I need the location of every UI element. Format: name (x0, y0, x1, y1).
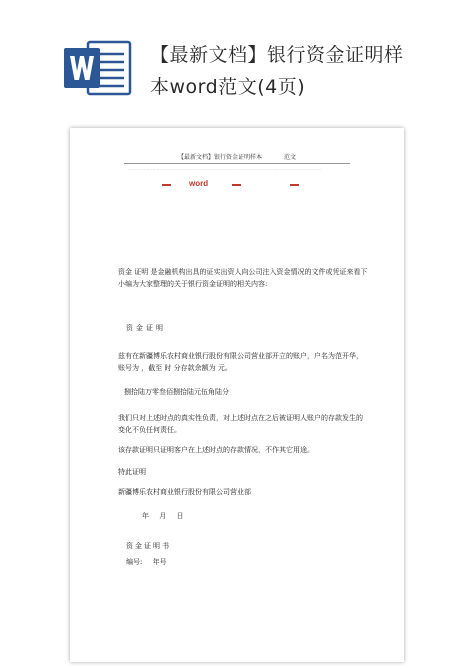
date-line: 年 月 日 (142, 512, 184, 520)
amount-in-words: 捌拾陆万零叁佰捌拾陆元伍角陆分 (124, 388, 229, 396)
document-title-line-2: 本word范文(4页) (150, 76, 306, 98)
account-paragraph: 兹有在新疆博乐农村商业银行股份有限公司营业部开立的账户，户名为范开华，账号为 ，截至 时 分存款余额为 元。 (118, 352, 363, 372)
word-marker-label: word (189, 179, 209, 188)
responsibility-paragraph: 我们只对上述时点的真实性负责，对上述时点在之后被证明人账户的存款发生的变化不负任何责任。 (118, 414, 363, 434)
page-header (0, 0, 474, 120)
number-line: 编号: 年号 (126, 558, 167, 566)
special-certification: 特此证明 (118, 468, 146, 476)
intro-paragraph: 资金 证明 是金融机构出具的证实出资人向公司注入资金情况的文件或凭证来看下小编为大家整理的关于银行资金证明的相关内容: (118, 268, 368, 288)
red-marker (232, 184, 241, 186)
document-page-preview (70, 128, 404, 662)
red-marker (162, 184, 171, 186)
running-header (124, 152, 350, 164)
certificate-book-heading: 资金证明书 (126, 542, 171, 550)
bank-name: 新疆博乐农村商业银行股份有限公司营业部 (118, 488, 251, 496)
word-document-icon (62, 38, 134, 98)
faint-watermark-text: ······································································································································· (128, 168, 322, 173)
document-title-line-1: 【最新文档】银行资金证明样 (150, 44, 404, 66)
certificate-heading: 资金证明 (126, 324, 166, 332)
marker-row (70, 178, 404, 192)
running-header-left: 【最新文档】银行资金证明样本 (177, 154, 262, 161)
running-header-right: 范文 (284, 154, 297, 161)
validity-paragraph: 该存款证明只证明客户在上述时点的存款情况，不作其它用途。 (118, 446, 314, 454)
red-marker (290, 184, 299, 186)
